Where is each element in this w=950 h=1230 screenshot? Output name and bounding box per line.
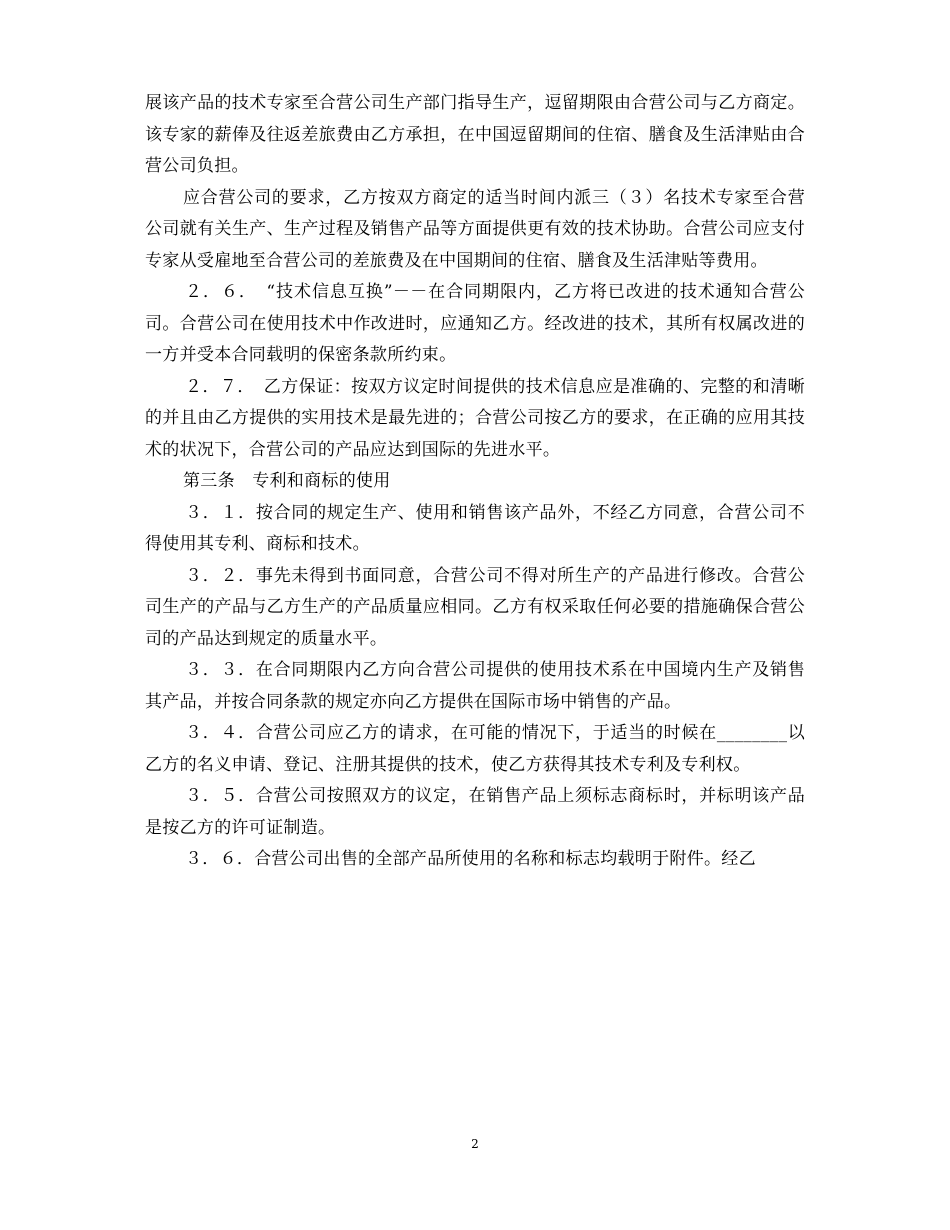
clause-3-1: ３．１．按合同的规定生产、使用和销售该产品外，不经乙方同意，合营公司不得使用其专利、商标和技术。: [145, 502, 805, 554]
clause-3-3: ３．３．在合同期限内乙方向合营公司提供的使用技术系在中国境内生产及销售其产品，并按合同条款的规定亦向乙方提供在国际市场中销售的产品。: [145, 660, 805, 712]
clause-2-7: ２．７． 乙方保证：按双方议定时间提供的技术信息应是准确的、完整的和清晰的并且由乙方提供的实用技术是最先进的；合营公司按乙方的要求，在正确的应用其技术的状况下，合营公司的产品应达到国际的先进水平。: [145, 376, 805, 460]
paragraph-technical-assistance: 应合营公司的要求，乙方按双方商定的适当时间内派三（３）名技术专家至合营公司就有关生产、生产过程及销售产品等方面提供更有效的技术协助。合营公司应支付专家从受雇地至合营公司的差旅费及在中国期间的住宿、膳食及生活津贴等费用。: [145, 187, 805, 271]
clause-3-6: ３．６．合营公司出售的全部产品所使用的名称和标志均载明于附件。经乙: [185, 849, 756, 869]
page-number: 2: [471, 1137, 479, 1151]
clause-3-2: ３．２．事先未得到书面同意，合营公司不得对所生产的产品进行修改。合营公司生产的产品与乙方生产的产品质量应相同。乙方有权采取任何必要的措施确保合营公司的产品达到规定的质量水平。: [145, 565, 805, 649]
section-heading-article-3: 第三条 专利和商标的使用: [183, 471, 391, 491]
clause-2-6: ２．６． “技术信息互换”－－在合同期限内，乙方将已改进的技术通知合营公司。合营公司在使用技术中作改进时，应通知乙方。经改进的技术，其所有权属改进的一方并受本合同载明的保密条款所约束。: [145, 282, 805, 365]
clause-3-5: ３．５．合营公司按照双方的议定，在销售产品上须标志商标时，并标明该产品是按乙方的许可证制造。: [145, 786, 805, 838]
clause-3-4: ３．４．合营公司应乙方的请求，在可能的情况下，于适当的时候在________以乙方的名义申请、登记、注册其提供的技术，使乙方获得其技术专利及专利权。: [145, 723, 805, 775]
paragraph-expert-stay: 展该产品的技术专家至合营公司生产部门指导生产，逗留期限由合营公司与乙方商定。该专家的薪俸及往返差旅费由乙方承担，在中国逗留期间的住宿、膳食及生活津贴由合营公司负担。: [145, 93, 805, 176]
document-body: [145, 88, 805, 876]
